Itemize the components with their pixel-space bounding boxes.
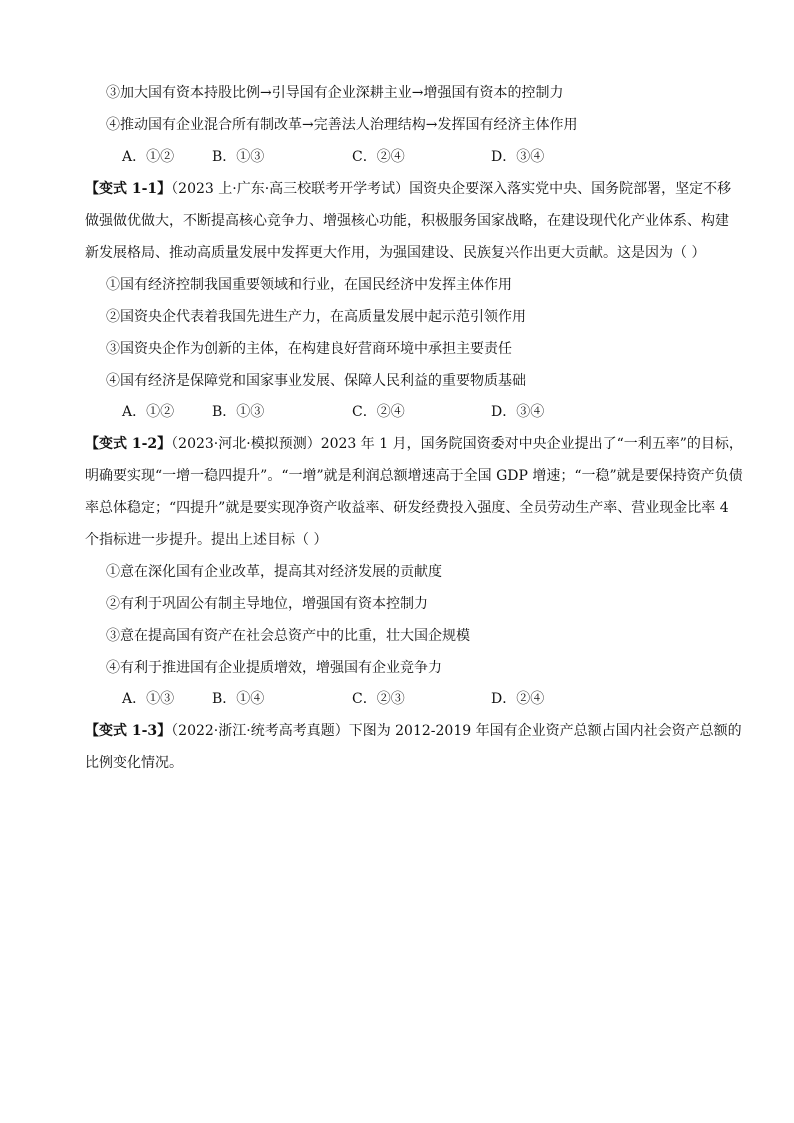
- choice-item-3: ③国资央企作为创新的主体，在构建良好营商环境中承担主要责任: [106, 341, 512, 357]
- choice-item-3: ③加大国有资本持股比例→引导国有企业深耕主业→增强国有资本的控制力: [106, 85, 564, 101]
- question-tag: 【变式 1-1】: [85, 181, 172, 197]
- question-tag: 【变式 1-2】: [85, 436, 172, 452]
- choice-item-4: ④国有经济是保障党和国家事业发展、保障人民利益的重要物质基础: [106, 373, 526, 389]
- option-c: C．②④: [352, 149, 405, 165]
- option-d: D．②④: [491, 691, 545, 707]
- choice-item-1: ①意在深化国有企业改革，提高其对经济发展的贡献度: [106, 564, 442, 580]
- question-stem-line: 新发展格局、推动高质量发展中发挥更大作用，为强国建设、民族复兴作出更大贡献。这是因为（ ）: [85, 245, 706, 261]
- question-stem-line: 做强做优做大，不断提高核心竞争力、增强核心功能，积极服务国家战略，在建设现代化产业体系、构建: [85, 213, 729, 229]
- question-stem-text: （2022·浙江·统考高考真题）下图为 2012-2019 年国有企业资产总额占国内社会资产总额的: [171, 723, 742, 739]
- choice-item-1: ①国有经济控制我国重要领域和行业，在国民经济中发挥主体作用: [106, 277, 512, 293]
- question-stem-line: [85, 434, 743, 454]
- question-stem-text: （2023 上·广东·高三校联考开学考试）国资央企要深入落实党中央、国务院部署，坚定不移: [171, 181, 732, 197]
- option-d: D．③④: [491, 149, 545, 165]
- question-stem-line: [85, 179, 732, 199]
- option-b: B．①④: [212, 691, 265, 707]
- choice-item-2: ②国资央企代表着我国先进生产力，在高质量发展中起示范引领作用: [106, 309, 526, 325]
- option-a: A．①②: [122, 149, 175, 165]
- question-stem-line: 比例变化情况。: [85, 755, 183, 771]
- option-a: A．①②: [122, 404, 175, 420]
- question-stem-line: [85, 721, 742, 741]
- question-stem-line: 个指标进一步提升。提出上述目标（ ）: [85, 532, 328, 548]
- choice-item-4: ④推动国有企业混合所有制改革→完善法人治理结构→发挥国有经济主体作用: [106, 117, 578, 133]
- question-stem-line: 明确要实现“一增一稳四提升”。“一增”就是利润总额增速高于全国 GDP 增速；“一稳”就是要保持资产负债: [85, 468, 743, 484]
- question-stem-line: 率总体稳定；“四提升”就是要实现净资产收益率、研发经费投入强度、全员劳动生产率、营业现金比率 4: [85, 500, 729, 516]
- choice-item-2: ②有利于巩固公有制主导地位，增强国有资本控制力: [106, 596, 428, 612]
- option-c: C．②③: [352, 691, 405, 707]
- option-a: A．①③: [122, 691, 175, 707]
- question-tag: 【变式 1-3】: [85, 723, 172, 739]
- question-stem-text: （2023·河北·模拟预测）2023 年 1 月，国务院国资委对中央企业提出了“一利五率”的目标，: [171, 436, 743, 452]
- option-b: B．①③: [212, 149, 265, 165]
- option-d: D．③④: [491, 404, 545, 420]
- option-b: B．①③: [212, 404, 265, 420]
- choice-item-3: ③意在提高国有资产在社会总资产中的比重，壮大国企规模: [106, 628, 470, 644]
- choice-item-4: ④有利于推进国有企业提质增效，增强国有企业竞争力: [106, 660, 442, 676]
- option-c: C．②④: [352, 404, 405, 420]
